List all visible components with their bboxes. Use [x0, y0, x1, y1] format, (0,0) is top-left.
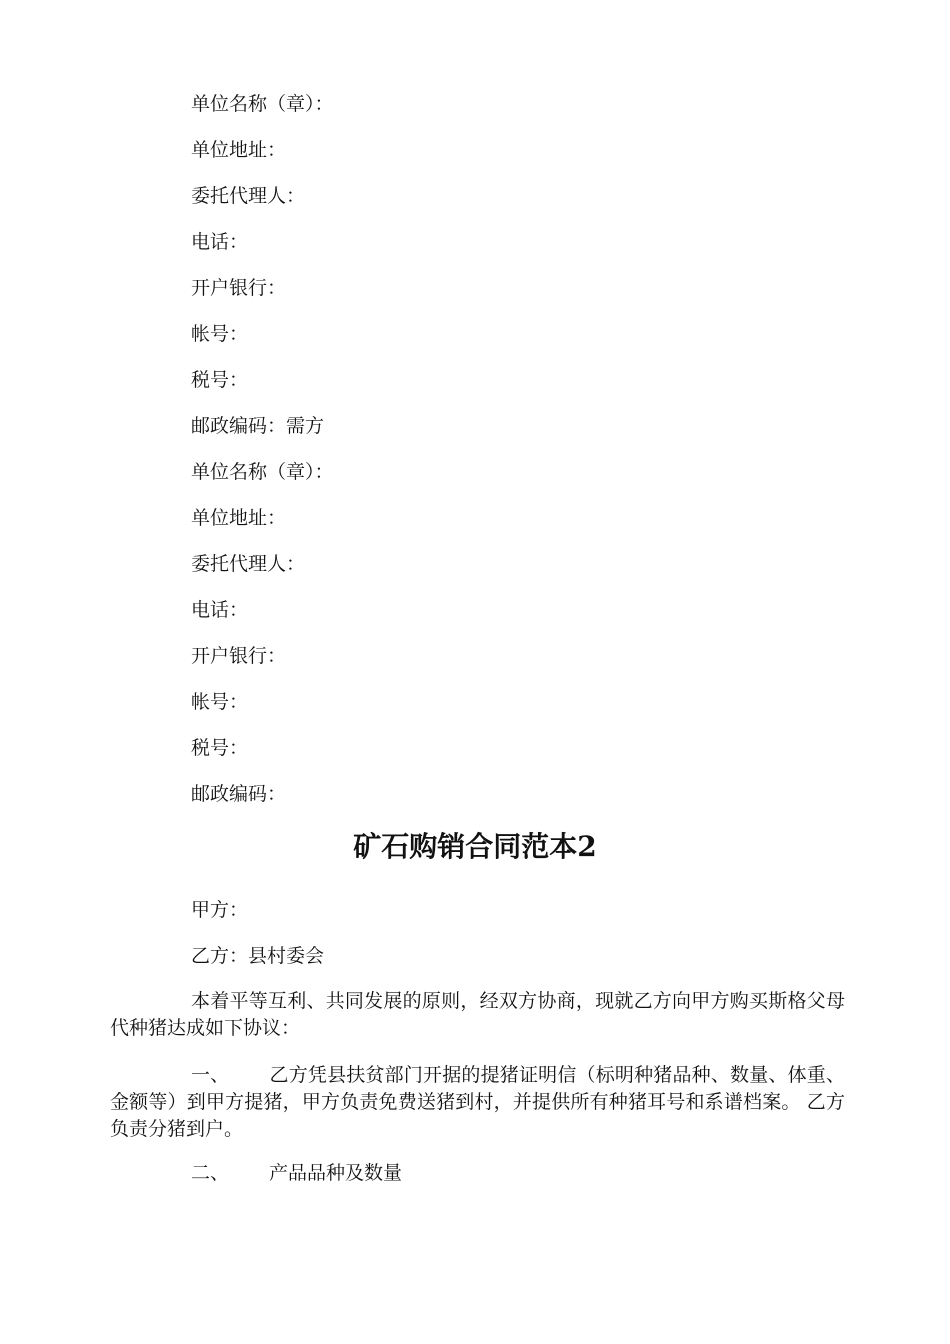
supplier-tax-label: 税号：	[191, 369, 249, 391]
supplier-name-label: 单位名称（章）：	[191, 93, 334, 115]
buyer-account-label: 帐号：	[191, 691, 249, 713]
buyer-name-label: 单位名称（章）：	[191, 461, 334, 483]
contract-title: 矿石购销合同范本2	[353, 830, 597, 863]
supplier-postal-label: 邮政编码：需方	[191, 415, 325, 437]
buyer-address-label: 单位地址：	[191, 507, 287, 529]
intro-paragraph: 本着平等互利、共同发展的原则，经双方协商，现就乙方向甲方购买斯格父母代种猪达成如下协议：	[110, 990, 845, 1039]
supplier-account-label: 帐号：	[191, 323, 249, 345]
buyer-postal-label: 邮政编码：	[191, 783, 287, 805]
clause-one-number: 一、	[191, 1064, 230, 1086]
supplier-address-label: 单位地址：	[191, 139, 287, 161]
party-b-label: 乙方：县村委会	[191, 945, 325, 967]
clause-two-text: 产品品种及数量	[269, 1162, 403, 1184]
supplier-bank-label: 开户银行：	[191, 277, 287, 299]
party-a-label: 甲方：	[191, 899, 249, 921]
buyer-tax-label: 税号：	[191, 737, 249, 759]
supplier-agent-label: 委托代理人：	[191, 185, 306, 207]
clause-one-text: 乙方凭县扶贫部门开据的提猪证明信（标明种猪品种、数量、体重、 金额等）到甲方提猪，甲方负责免费送猪到村，并提供所有种猪耳号和系谱档案。 乙方负责分猪到户。	[110, 1064, 845, 1140]
buyer-bank-label: 开户银行：	[191, 645, 287, 667]
buyer-phone-label: 电话：	[191, 599, 249, 621]
clause-two	[110, 1160, 845, 1187]
clause-one	[110, 1062, 845, 1143]
supplier-phone-label: 电话：	[191, 231, 249, 253]
buyer-agent-label: 委托代理人：	[191, 553, 306, 575]
clause-two-number: 二、	[191, 1162, 230, 1184]
